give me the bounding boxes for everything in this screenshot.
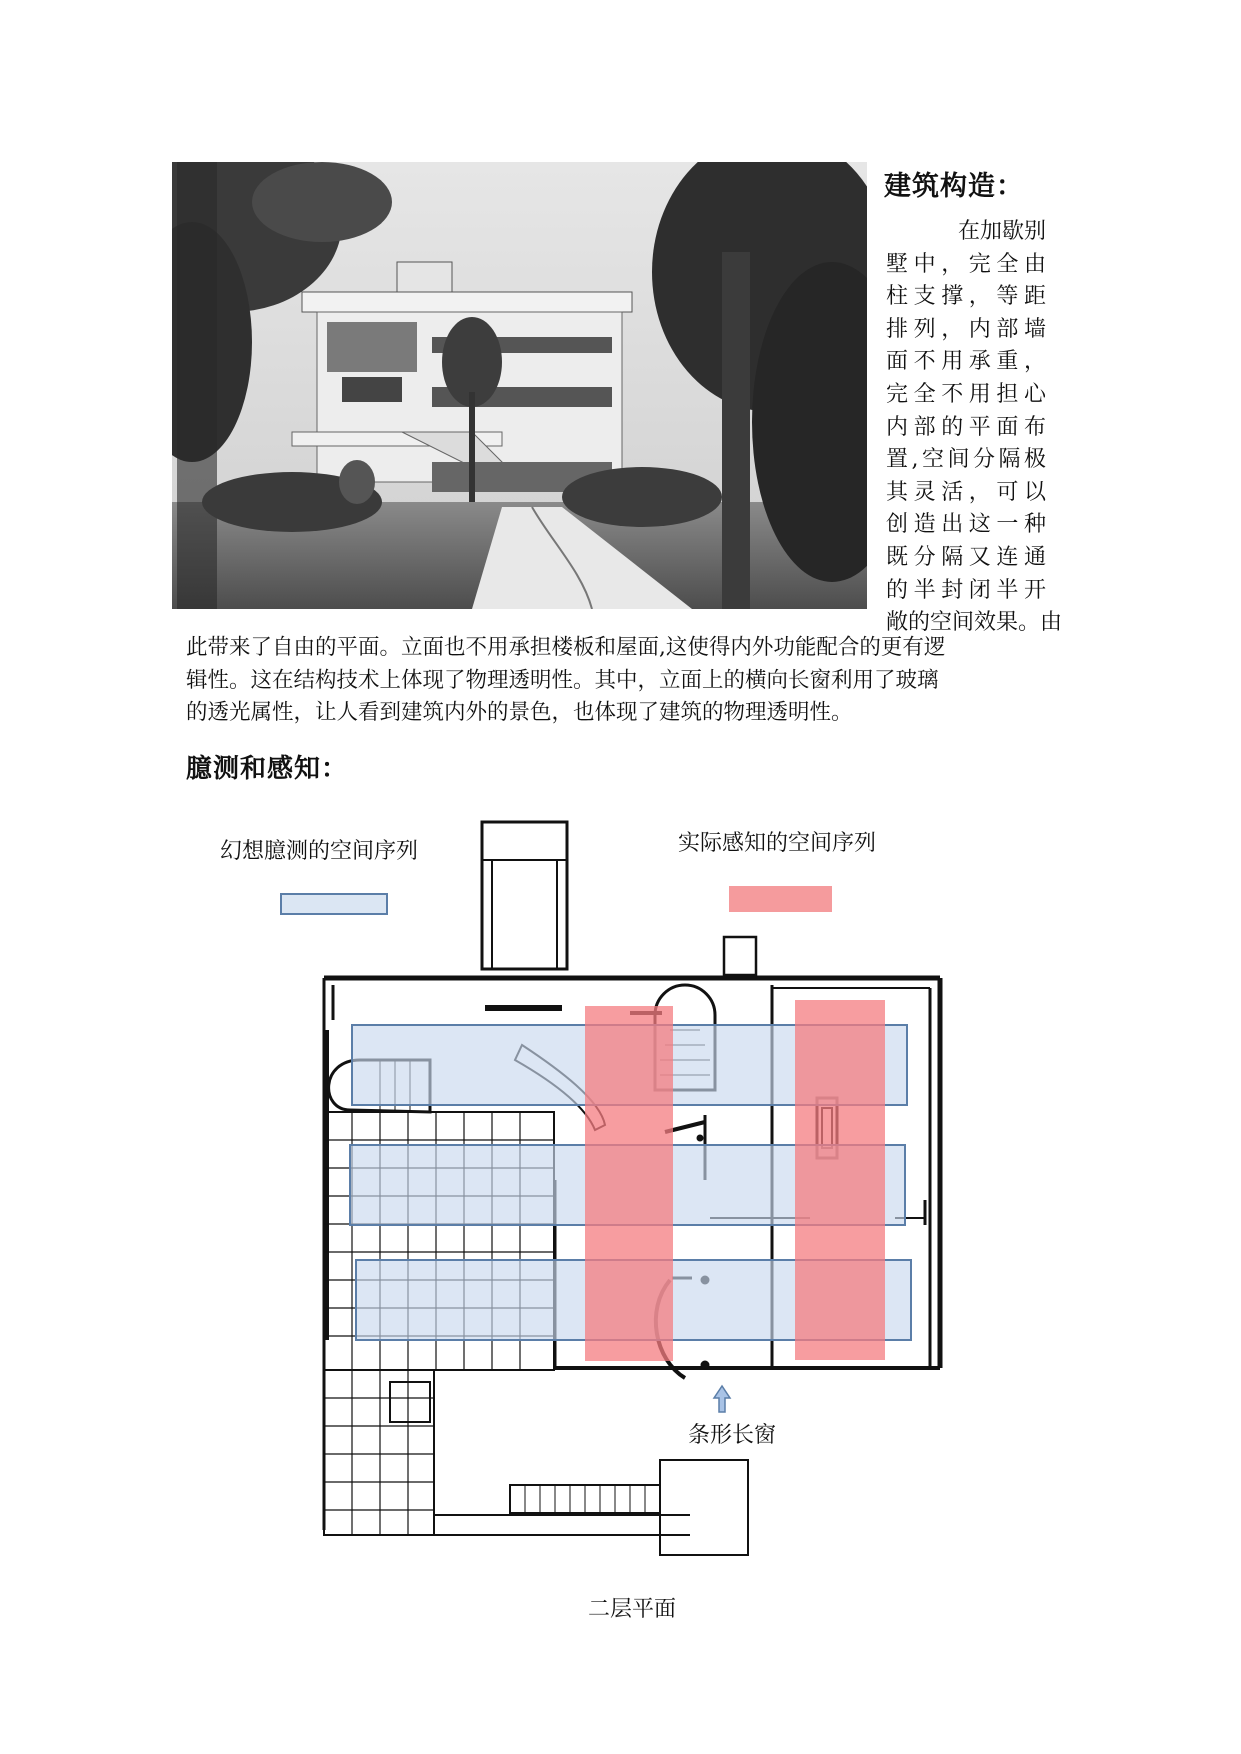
side-column-text [886,216,1063,640]
actual-band [585,1006,673,1361]
legend-label-fantasy: 幻想臆测的空间序列 [220,839,419,864]
paragraph-line: 辑性。这在结构技术上体现了物理透明性。其中，立面上的横向长窗利用了玻璃 [186,667,939,693]
column-line: 在加歇别 [957,219,1046,244]
second-floor-plan [300,820,1000,1560]
actual-band [795,1000,885,1360]
column-line: 其灵活，可以 [886,479,1046,505]
column-line: 柱支撑，等距 [886,284,1046,310]
villa-photo-illustration [172,162,867,609]
up-arrow-icon [714,1386,730,1412]
plan-caption: 二层平面 [588,1597,677,1622]
column-line: 创造出这一种 [886,512,1046,538]
column-line: 墅中，完全由 [886,251,1046,277]
column-line: 既分隔又连通 [886,544,1046,570]
paragraph-line: 的透光属性，让人看到建筑内外的景色，也体现了建筑的物理透明性。 [186,700,853,725]
column-line: 内部的平面布 [886,414,1046,440]
legend-label-actual: 实际感知的空间序列 [678,831,877,856]
paragraph-line: 此带来了自由的平面。立面也不用承担楼板和屋面,这使得内外功能配合的更有逻 [186,635,946,660]
column-line: 面不用承重， [886,349,1046,375]
column-line: 排列，内部墙 [886,316,1046,342]
ribbon-window-label: 条形长窗 [688,1423,777,1448]
column-line: 完全不用担心 [886,381,1046,407]
body-paragraph [186,632,1048,730]
section-title-perception: 臆测和感知： [186,754,349,784]
villa-photo [172,162,867,609]
column-line: 置,空间分隔极 [886,447,1046,473]
column-line: 的半封闭半开 [886,577,1046,603]
section-title-construction: 建筑构造： [884,171,1024,202]
column-line: 敞的空间效果。由 [886,610,1063,636]
